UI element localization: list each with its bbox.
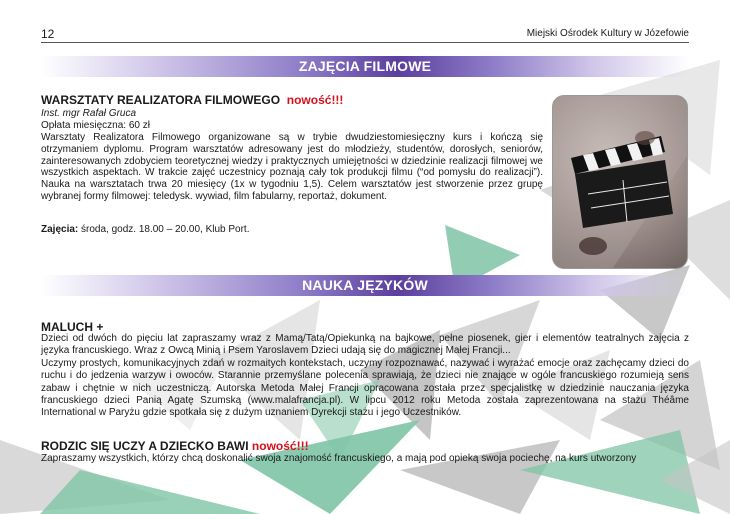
header-divider [41, 42, 689, 43]
film-workshop-title: WARSZTATY REALIZATORA FILMOWEGO [41, 93, 281, 107]
film-workshop-description: Warsztaty Realizatora Filmowego organizowane są w trybie dwudziestomiesięczny kurs i kończą się otrzymaniem dyplomu. Program warsztatów adresowany jest do młodzieży, studentów, dorosłych, seniorów, zainteresowanych zdobyciem teoretycznej wiedzy i praktycznych umiejętności w dziedzinie realizacji filmowej we wszystkich aspektach. W trakcie zajęć uczestnicy poznają cały tok produkcji filmu (“od pomysłu do realizacji”). Nauka na warsztatach trwa 20 miesięcy (1x w tygodniu 1,5). Celem warsztatów jest stworzenie przez grupę wybranej formy filmowej: teledysk. wywiad, film fabularny, reportaż, dokument. [41, 132, 543, 202]
rodzic-title: RODZIC SIĘ UCZY A DZIECKO BAWI [41, 439, 249, 453]
new-badge: nowość!!! [251, 439, 309, 453]
film-schedule [41, 224, 249, 235]
instructor-name: Inst. mgr Rafał Gruca [41, 108, 137, 119]
clapperboard-photo [552, 95, 688, 269]
maluch-description [41, 333, 689, 420]
maluch-heading: MALUCH + [41, 320, 104, 334]
rodzic-heading [41, 439, 309, 453]
section-band-film: ZAJĘCIA FILMOWE [41, 56, 689, 77]
section-band-languages: NAUKA JĘZYKÓW [41, 275, 689, 296]
film-workshop-heading [41, 93, 343, 107]
maluch-paragraph-2: Uczymy prostych, komunikacyjnych zdań w rozmaitych kontekstach, uczymy rozpoznawać, nazywać i wyrażać emocje oraz zachęcamy dzieci do ruchu i do jedzenia warzyw i owoców. Starannie przemyślane polecenia sprawiają, że dzieci nie znające w ogóle francuskiego rozumieją sens zabaw i chętnie w nich uczestniczą. Autorska Metoda Małej Francji opracowana została przez specjalistkę w dziedzinie nauczania języka francuskiego dzieci Panią Agatę Szumską (www.malafrancja.pl). W lipcu 2012 roku Metoda została zaprezentowana na stażu Théâme International w Paryżu gdzie spotkała się z dużym uznaniem Dyrekcji stażu i jego Uczestników. [41, 357, 689, 419]
maluch-paragraph-1: Dzieci od dwóch do pięciu lat zapraszamy wraz z Mamą/Tatą/Opiekunką na bajkowe, pełne piosenek, gier i elementów teatralnych zajęcia z języka francuskiego. Wraz z Owcą Minią i Psem Yaroslavem Dzieci udają się do magicznej Małej Francji... [41, 333, 689, 357]
schedule-label: Zajęcia: [41, 224, 79, 235]
schedule-value: środa, godz. 18.00 – 20.00, Klub Port. [78, 224, 250, 235]
header-title: Miejski Ośrodek Kultury w Józefowie [526, 28, 689, 39]
clapperboard-icon [553, 96, 687, 268]
rodzic-description: Zapraszamy wszystkich, którzy chcą doskonalić swoja znajomość francuskiego, a mają pod opieką swoja pociechę, na kurs utworzony [41, 453, 637, 464]
new-badge: nowość!!! [286, 93, 344, 107]
page-number: 12 [41, 27, 55, 41]
monthly-fee: Opłata miesięczna: 60 zł [41, 120, 150, 131]
